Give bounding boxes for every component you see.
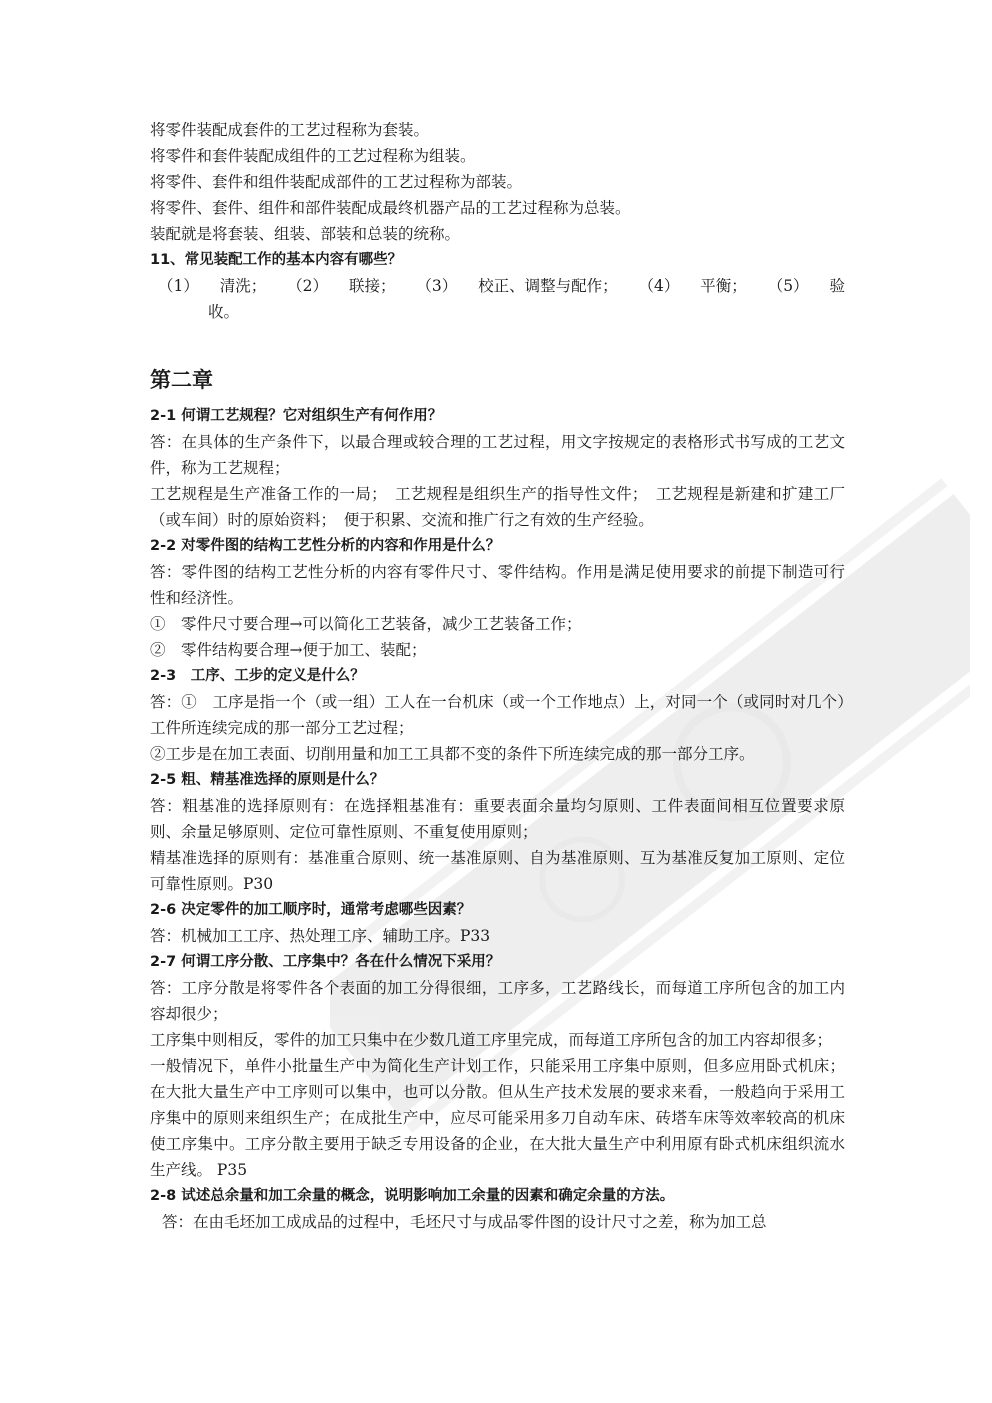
question-2-2-title: 2-2 对零件图的结构工艺性分析的内容和作用是什么？: [150, 538, 501, 554]
q11-item: （4）: [638, 277, 680, 295]
answer-paragraph: 工艺规程是生产准备工作的一局； 工艺规程是组织生产的指导性文件； 工艺规程是新建和扩建工厂（或车间）时的原始资料； 便于积累、交流和推广行之有效的生产经验。: [150, 485, 845, 529]
answer-paragraph: 答：粗基准的选择原则有：在选择粗基准有：重要表面余量均匀原则、工件表面间相互位置要求原则、余量足够原则、定位可靠性原则、不重复使用原则；: [150, 797, 845, 841]
q11-item: 验: [829, 277, 845, 295]
q11-answer-tail: 收。: [208, 303, 240, 321]
q11-item: （5）: [767, 277, 809, 295]
answer-paragraph: ② 零件结构要合理→便于加工、装配；: [150, 641, 427, 659]
intro-line: 将零件、套件和组件装配成部件的工艺过程称为部装。: [150, 173, 523, 191]
answer-paragraph: 答：机械加工工序、热处理工序、辅助工序。P33: [150, 927, 491, 945]
answer-paragraph: 一般情况下，单件小批量生产中为简化生产计划工作，只能采用工序集中原则，但多应用卧式机床；在大批大量生产中工序则可以集中，也可以分散。但从生产技术发展的要求来看，一般趋向于采用工序集中的原则来组织生产；在成批生产中，应尽可能采用多刀自动车床、砖塔车床等效率较高的机床使工序集中。工序分散主要用于缺乏专用设备的企业，在大批大量生产中利用原有卧式机床组织流水生产线。 P35: [150, 1057, 845, 1179]
intro-line: 将零件装配成套件的工艺过程称为套装。: [150, 121, 430, 139]
q11-item: 联接；: [348, 277, 396, 295]
document-content: [150, 117, 845, 1235]
q11-item: （3）: [416, 277, 458, 295]
intro-line: 装配就是将套装、组装、部装和总装的统称。: [150, 225, 461, 243]
answer-paragraph: 答：在具体的生产条件下，以最合理或较合理的工艺过程，用文字按规定的表格形式书写成的工艺文件，称为工艺规程；: [150, 433, 845, 477]
q11-answer-items: [150, 273, 845, 299]
question-2-5-title: 2-5 粗、精基准选择的原则是什么？: [150, 772, 385, 788]
question-2-3-title: 2-3 工序、工步的定义是什么？: [150, 668, 365, 684]
q11-item: 校正、调整与配作；: [478, 277, 618, 295]
answer-paragraph: 答：在由毛坯加工成成品的过程中，毛坯尺寸与成品零件图的设计尺寸之差，称为加工总: [162, 1213, 767, 1231]
q11-item: （1）: [158, 277, 199, 295]
q11-item: 平衡；: [700, 277, 747, 295]
answer-paragraph: ②工步是在加工表面、切削用量和加工工具都不变的条件下所连续完成的那一部分工序。: [150, 745, 755, 763]
question-11-title: 11、常见装配工作的基本内容有哪些？: [150, 252, 403, 268]
q11-item: （2）: [287, 277, 329, 295]
answer-paragraph: 答：工序分散是将零件各个表面的加工分得很细，工序多，工艺路线长，而每道工序所包含的加工内容却很少；: [150, 979, 845, 1023]
question-2-7-title: 2-7 何谓工序分散、工序集中？各在什么情况下采用？: [150, 954, 501, 970]
question-2-8-title: 2-8 试述总余量和加工余量的概念，说明影响加工余量的因素和确定余量的方法。: [150, 1188, 675, 1204]
answer-paragraph: ① 零件尺寸要合理→可以简化工艺装备，减少工艺装备工作；: [150, 615, 582, 633]
intro-line: 将零件和套件装配成组件的工艺过程称为组装。: [150, 147, 476, 165]
answer-paragraph: 答：① 工序是指一个（或一组）工人在一台机床（或一个工作地点）上，对同一个（或同时对几个）工件所连续完成的那一部分工艺过程；: [150, 693, 845, 737]
answer-paragraph: 工序集中则相反，零件的加工只集中在少数几道工序里完成，而每道工序所包含的加工内容却很多；: [150, 1031, 833, 1049]
intro-line: 将零件、套件、组件和部件装配成最终机器产品的工艺过程称为总装。: [150, 199, 631, 217]
question-2-6-title: 2-6 决定零件的加工顺序时，通常考虑哪些因素？: [150, 902, 472, 918]
q11-item: 清洗；: [219, 277, 267, 295]
chapter-title: 第二章: [150, 368, 213, 392]
answer-paragraph: 答：零件图的结构工艺性分析的内容有零件尺寸、零件结构。作用是满足使用要求的前提下制造可行性和经济性。: [150, 563, 845, 607]
question-2-1-title: 2-1 何谓工艺规程？它对组织生产有何作用？: [150, 408, 443, 424]
answer-paragraph: 精基准选择的原则有：基准重合原则、统一基准原则、自为基准原则、互为基准反复加工原则、定位可靠性原则。P30: [150, 849, 845, 893]
